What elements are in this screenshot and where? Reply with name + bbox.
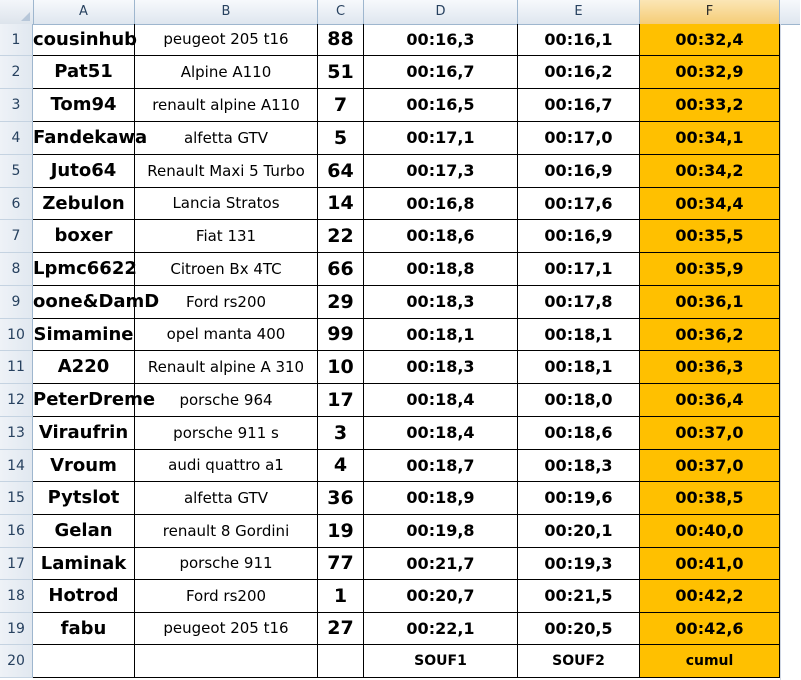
car-cell[interactable]: audi quattro a1 — [135, 450, 318, 482]
souf1-time-cell[interactable]: 00:18,3 — [364, 286, 518, 319]
row-header[interactable]: 9 — [0, 286, 33, 319]
car-cell[interactable]: Alpine A110 — [135, 56, 318, 89]
row-header[interactable]: 13 — [0, 417, 33, 450]
souf2-time-cell[interactable]: 00:17,0 — [518, 122, 640, 155]
pilot-cell[interactable]: Vroum — [33, 450, 135, 482]
car-cell[interactable]: Renault Maxi 5 Turbo — [135, 155, 318, 188]
car-number-cell[interactable]: 14 — [318, 188, 364, 220]
cumul-time-cell[interactable]: 00:35,9 — [640, 253, 780, 286]
pilot-cell[interactable]: Hotrod — [33, 580, 135, 613]
row-header[interactable]: 20 — [0, 645, 33, 678]
souf1-time-cell[interactable]: 00:18,4 — [364, 384, 518, 417]
column-header-f[interactable]: F — [640, 0, 780, 24]
car-number-cell[interactable]: 27 — [318, 613, 364, 645]
row-header[interactable]: 12 — [0, 384, 33, 417]
car-number-cell[interactable]: 3 — [318, 417, 364, 450]
car-number-cell[interactable]: 19 — [318, 515, 364, 548]
souf2-time-cell[interactable]: 00:16,7 — [518, 89, 640, 122]
row-header[interactable]: 1 — [0, 24, 33, 56]
souf2-time-cell[interactable]: 00:17,1 — [518, 253, 640, 286]
row-header[interactable]: 5 — [0, 155, 33, 188]
souf2-time-cell[interactable]: 00:16,1 — [518, 24, 640, 56]
cumul-time-cell[interactable]: 00:37,0 — [640, 450, 780, 482]
car-cell[interactable]: Ford rs200 — [135, 286, 318, 319]
pilot-cell[interactable]: Pytslot — [33, 482, 135, 515]
car-cell[interactable]: peugeot 205 t16 — [135, 613, 318, 645]
footer-label-cell[interactable]: SOUF1 — [364, 645, 518, 678]
cumul-time-cell[interactable]: 00:40,0 — [640, 515, 780, 548]
souf1-time-cell[interactable]: 00:16,5 — [364, 89, 518, 122]
car-number-cell[interactable]: 66 — [318, 253, 364, 286]
souf1-time-cell[interactable]: 00:18,1 — [364, 319, 518, 351]
souf1-time-cell[interactable]: 00:18,9 — [364, 482, 518, 515]
pilot-cell[interactable]: cousinhub — [33, 24, 135, 56]
cumul-time-cell[interactable]: 00:38,5 — [640, 482, 780, 515]
car-cell[interactable]: Fiat 131 — [135, 220, 318, 253]
car-number-cell[interactable]: 36 — [318, 482, 364, 515]
pilot-cell[interactable]: Tom94 — [33, 89, 135, 122]
souf1-time-cell[interactable]: 00:18,4 — [364, 417, 518, 450]
pilot-cell[interactable]: A220 — [33, 351, 135, 384]
pilot-cell[interactable]: Zebulon — [33, 188, 135, 220]
row-header[interactable]: 11 — [0, 351, 33, 384]
cumul-time-cell[interactable]: 00:34,1 — [640, 122, 780, 155]
column-header-d[interactable]: D — [364, 0, 518, 24]
pilot-cell[interactable]: PeterDreme — [33, 384, 135, 417]
souf2-time-cell[interactable]: 00:16,9 — [518, 155, 640, 188]
souf1-time-cell[interactable]: 00:19,8 — [364, 515, 518, 548]
cumul-time-cell[interactable]: 00:32,4 — [640, 24, 780, 56]
car-cell[interactable]: porsche 911 s — [135, 417, 318, 450]
row-header[interactable]: 10 — [0, 319, 33, 351]
souf1-time-cell[interactable]: 00:16,8 — [364, 188, 518, 220]
car-cell[interactable]: porsche 964 — [135, 384, 318, 417]
car-cell[interactable]: Citroen Bx 4TC — [135, 253, 318, 286]
car-number-cell[interactable]: 7 — [318, 89, 364, 122]
cumul-time-cell[interactable]: 00:33,2 — [640, 89, 780, 122]
souf2-time-cell[interactable]: 00:18,6 — [518, 417, 640, 450]
cumul-time-cell[interactable]: 00:35,5 — [640, 220, 780, 253]
cumul-time-cell[interactable]: 00:41,0 — [640, 548, 780, 580]
pilot-cell[interactable]: oone&DamD — [33, 286, 135, 319]
footer-label-cell[interactable] — [135, 645, 318, 678]
pilot-cell[interactable]: boxer — [33, 220, 135, 253]
cumul-time-cell[interactable]: 00:42,6 — [640, 613, 780, 645]
row-header[interactable]: 3 — [0, 89, 33, 122]
car-cell[interactable]: renault 8 Gordini — [135, 515, 318, 548]
cumul-time-cell[interactable]: 00:42,2 — [640, 580, 780, 613]
cumul-time-cell[interactable]: 00:34,2 — [640, 155, 780, 188]
souf2-time-cell[interactable]: 00:18,3 — [518, 450, 640, 482]
souf1-time-cell[interactable]: 00:18,7 — [364, 450, 518, 482]
cumul-time-cell[interactable]: 00:36,1 — [640, 286, 780, 319]
car-number-cell[interactable]: 99 — [318, 319, 364, 351]
souf1-time-cell[interactable]: 00:17,1 — [364, 122, 518, 155]
cumul-time-cell[interactable]: 00:36,2 — [640, 319, 780, 351]
row-header[interactable]: 15 — [0, 482, 33, 515]
pilot-cell[interactable]: Gelan — [33, 515, 135, 548]
pilot-cell[interactable]: Simamine — [33, 319, 135, 351]
column-header-b[interactable]: B — [135, 0, 318, 24]
car-number-cell[interactable]: 17 — [318, 384, 364, 417]
souf2-time-cell[interactable]: 00:17,6 — [518, 188, 640, 220]
select-all-icon — [21, 12, 30, 21]
souf1-time-cell[interactable]: 00:20,7 — [364, 580, 518, 613]
cumul-time-cell[interactable]: 00:37,0 — [640, 417, 780, 450]
empty-column-area[interactable] — [780, 24, 801, 680]
car-number-cell[interactable]: 10 — [318, 351, 364, 384]
car-cell[interactable]: porsche 911 — [135, 548, 318, 580]
car-cell[interactable]: Ford rs200 — [135, 580, 318, 613]
car-number-cell[interactable]: 88 — [318, 24, 364, 56]
footer-label-cell[interactable] — [33, 645, 135, 678]
souf1-time-cell[interactable]: 00:22,1 — [364, 613, 518, 645]
pilot-cell[interactable]: Fandekawa — [33, 122, 135, 155]
pilot-cell[interactable]: Laminak — [33, 548, 135, 580]
footer-label-cell[interactable] — [318, 645, 364, 678]
souf2-time-cell[interactable]: 00:17,8 — [518, 286, 640, 319]
row-header[interactable]: 17 — [0, 548, 33, 580]
car-cell[interactable]: renault alpine A110 — [135, 89, 318, 122]
souf2-time-cell[interactable]: 00:18,1 — [518, 351, 640, 384]
footer-label-cell[interactable]: cumul — [640, 645, 780, 678]
souf2-time-cell[interactable]: 00:16,2 — [518, 56, 640, 89]
souf1-time-cell[interactable]: 00:17,3 — [364, 155, 518, 188]
cumul-time-cell[interactable]: 00:36,4 — [640, 384, 780, 417]
car-number-cell[interactable]: 22 — [318, 220, 364, 253]
souf2-time-cell[interactable]: 00:20,1 — [518, 515, 640, 548]
row-header[interactable]: 14 — [0, 450, 33, 482]
souf2-time-cell[interactable]: 00:21,5 — [518, 580, 640, 613]
column-header-c[interactable]: C — [318, 0, 364, 24]
souf1-time-cell[interactable]: 00:21,7 — [364, 548, 518, 580]
car-cell[interactable]: Renault alpine A 310 — [135, 351, 318, 384]
souf2-time-cell[interactable]: 00:18,0 — [518, 384, 640, 417]
car-cell[interactable]: alfetta GTV — [135, 482, 318, 515]
souf1-time-cell[interactable]: 00:18,8 — [364, 253, 518, 286]
pilot-cell[interactable]: Juto64 — [33, 155, 135, 188]
car-number-cell[interactable]: 4 — [318, 450, 364, 482]
row-header[interactable]: 8 — [0, 253, 33, 286]
row-header[interactable]: 4 — [0, 122, 33, 155]
souf2-time-cell[interactable]: 00:19,3 — [518, 548, 640, 580]
column-header-a[interactable]: A — [33, 0, 135, 24]
row-header[interactable]: 16 — [0, 515, 33, 548]
car-number-cell[interactable]: 51 — [318, 56, 364, 89]
souf1-time-cell[interactable]: 00:16,3 — [364, 24, 518, 56]
pilot-cell[interactable]: fabu — [33, 613, 135, 645]
cumul-time-cell[interactable]: 00:34,4 — [640, 188, 780, 220]
car-cell[interactable]: Lancia Stratos — [135, 188, 318, 220]
souf2-time-cell[interactable]: 00:16,9 — [518, 220, 640, 253]
row-header[interactable]: 2 — [0, 56, 33, 89]
souf1-time-cell[interactable]: 00:16,7 — [364, 56, 518, 89]
cumul-time-cell[interactable]: 00:36,3 — [640, 351, 780, 384]
pilot-cell[interactable]: Pat51 — [33, 56, 135, 89]
pilot-cell[interactable]: Viraufrin — [33, 417, 135, 450]
car-number-cell[interactable]: 5 — [318, 122, 364, 155]
car-number-cell[interactable]: 29 — [318, 286, 364, 319]
footer-label-cell[interactable]: SOUF2 — [518, 645, 640, 678]
row-header[interactable]: 6 — [0, 188, 33, 220]
pilot-cell[interactable]: Lpmc6622 — [33, 253, 135, 286]
car-cell[interactable]: opel manta 400 — [135, 319, 318, 351]
car-number-cell[interactable]: 1 — [318, 580, 364, 613]
souf1-time-cell[interactable]: 00:18,6 — [364, 220, 518, 253]
car-number-cell[interactable]: 64 — [318, 155, 364, 188]
car-cell[interactable]: alfetta GTV — [135, 122, 318, 155]
row-header[interactable]: 18 — [0, 580, 33, 613]
souf2-time-cell[interactable]: 00:19,6 — [518, 482, 640, 515]
cumul-time-cell[interactable]: 00:32,9 — [640, 56, 780, 89]
select-all-corner[interactable] — [0, 0, 34, 24]
row-header[interactable]: 7 — [0, 220, 33, 253]
car-number-cell[interactable]: 77 — [318, 548, 364, 580]
souf2-time-cell[interactable]: 00:18,1 — [518, 319, 640, 351]
column-header-e[interactable]: E — [518, 0, 640, 24]
car-cell[interactable]: peugeot 205 t16 — [135, 24, 318, 56]
souf1-time-cell[interactable]: 00:18,3 — [364, 351, 518, 384]
souf2-time-cell[interactable]: 00:20,5 — [518, 613, 640, 645]
row-header[interactable]: 19 — [0, 613, 33, 645]
